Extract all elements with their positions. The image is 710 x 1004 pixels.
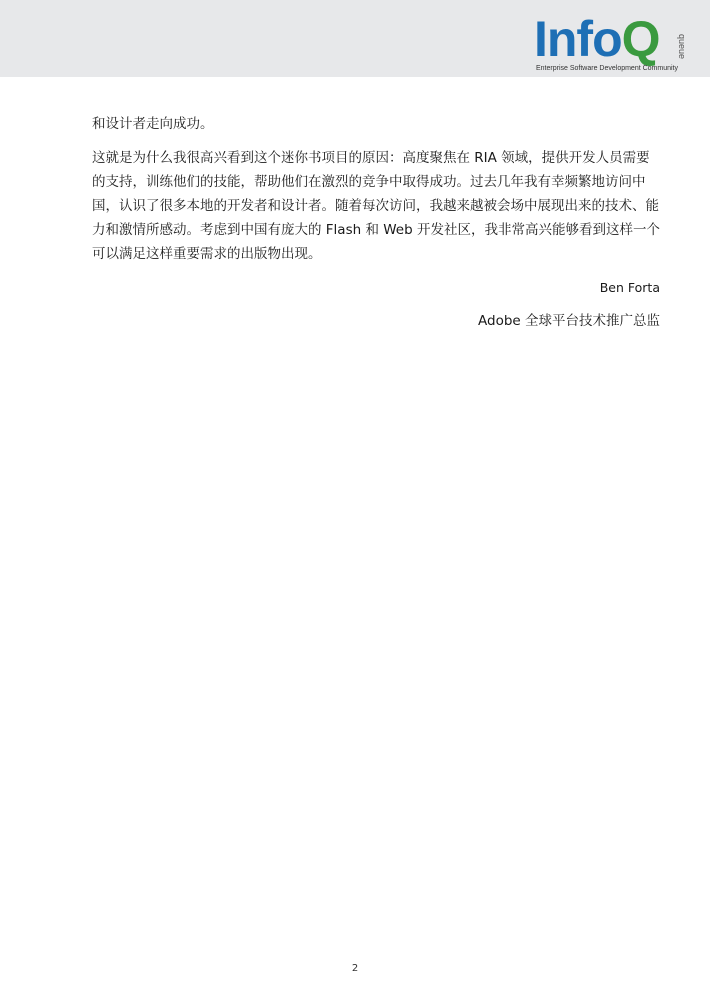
logo-wordmark [534, 12, 660, 66]
paragraph-2: 这就是为什么我很高兴看到这个迷你书项目的原因：高度聚焦在 RIA 领域，提供开发人员需要的支持，训练他们的技能，帮助他们在激烈的竞争中取得成功。过去几年我有幸频繁地访问中国，认识了很多本地的开发者和设计者。随着每次访问，我越来越被会场中展现出来的技术、能力和激情所感动。考虑到中国有庞大的 Flash 和 Web 开发社区，我非常高兴能够看到这样一个可以满足这样重要需求的出版物出现。 [92, 150, 660, 262]
page-number: 2 [351, 963, 359, 974]
logo-tagline: Enterprise Software Development Community [536, 65, 679, 72]
header-band [0, 0, 710, 77]
logo-word-q: Q [621, 11, 660, 67]
logo-word-info: Info [534, 11, 622, 67]
logo-queue-text: queue [677, 34, 687, 60]
signature-title: Adobe 全球平台技术推广总监 [478, 313, 660, 329]
infoq-logo[interactable] [534, 12, 704, 74]
signature-name: Ben Forta [599, 280, 660, 295]
document-body [92, 112, 660, 332]
paragraph-1: 和设计者走向成功。 [92, 116, 214, 132]
